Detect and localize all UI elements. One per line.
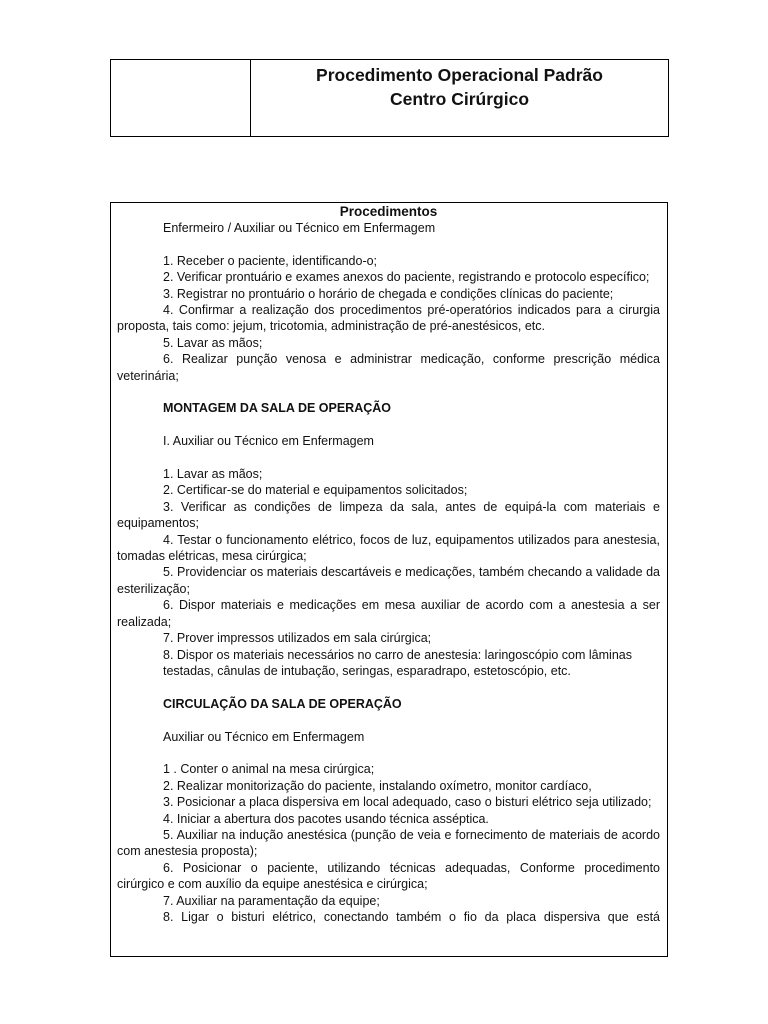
list-item: 6. Dispor materiais e medicações em mesa auxiliar de acordo com a anestesia a ser realizada; [117, 598, 660, 629]
list-item: 5. Auxiliar na indução anestésica (punção de veia e fornecimento de materiais de acordo com anestesia proposta); [117, 827, 660, 859]
list-item: testadas, cânulas de intubação, seringas, esparadrapo, estetoscópio, etc. [163, 663, 571, 678]
section-role-circulacao: Auxiliar ou Técnico em Enfermagem [163, 729, 365, 744]
list-item: 4. Testar o funcionamento elétrico, focos de luz, equipamentos utilizados para anestesia, tomadas elétricas, mesa cirúrgica; [117, 532, 660, 564]
list-item: 3. Posicionar a placa dispersiva em local adequado, caso o bisturi elétrico seja utilizado; [163, 795, 652, 810]
list-item: 8. Dispor os materiais necessários no carro de anestesia: laringoscópio com lâminas [163, 647, 632, 662]
procedures-box [110, 202, 668, 957]
list-item: 6. Realizar punção venosa e administrar medicação, conforme prescrição médica veterinária; [117, 352, 660, 383]
section-role-montagem: I. Auxiliar ou Técnico em Enfermagem [163, 434, 374, 449]
list-item: 7. Auxiliar na paramentação da equipe; [163, 893, 380, 908]
list-item: 4. Iniciar a abertura dos pacotes usando técnica asséptica. [163, 811, 489, 826]
header-box [110, 59, 669, 137]
procedures-heading: Procedimentos [339, 204, 438, 219]
list-item: 1. Receber o paciente, identificando-o; [163, 253, 378, 268]
section-title-montagem: MONTAGEM DA SALA DE OPERAÇÃO [163, 401, 392, 416]
list-item: 1. Lavar as mãos; [163, 467, 263, 482]
list-item: 1 . Conter o animal na mesa cirúrgica; [163, 762, 375, 777]
section-title-circulacao: CIRCULAÇÃO DA SALA DE OPERAÇÃO [163, 696, 402, 711]
list-item: 3. Registrar no prontuário o horário de chegada e condições clínicas do paciente; [163, 286, 614, 301]
title-line-2: Centro Cirúrgico [389, 89, 530, 109]
list-item: 2. Verificar prontuário e exames anexos do paciente, registrando e protocolo específico; [163, 270, 650, 285]
list-item: 6. Posicionar o paciente, utilizando técnicas adequadas, Conforme procedimento cirúrgico e com auxílio da equipe anestésica e cirúrgica; [117, 860, 660, 892]
list-item: 8. Ligar o bisturi elétrico, conectando também o fio da placa dispersiva que está [163, 909, 660, 924]
list-item: 2. Realizar monitorização do paciente, instalando oxímetro, monitor cardíaco, [163, 778, 592, 793]
list-item: 2. Certificar-se do material e equipamentos solicitados; [163, 483, 468, 498]
list-item: 4. Confirmar a realização dos procedimentos pré-operatórios indicados para a cirurgia proposta, tais como: jejum, tricotomia, administração de pré-anestésicos, etc. [117, 303, 660, 334]
logo-cell [111, 60, 251, 136]
list-item: 7. Prover impressos utilizados em sala cirúrgica; [163, 631, 432, 646]
role-intro: Enfermeiro / Auxiliar ou Técnico em Enfermagem [163, 221, 436, 235]
list-item: 5. Providenciar os materiais descartáveis e medicações, também checando a validade da esterilização; [117, 565, 660, 596]
list-item: 5. Lavar as mãos; [163, 335, 263, 350]
title-line-1: Procedimento Operacional Padrão [316, 65, 603, 85]
header-title [251, 60, 668, 136]
list-item: 3. Verificar as condições de limpeza da sala, antes de equipá-la com materiais e equipamentos; [117, 499, 660, 531]
